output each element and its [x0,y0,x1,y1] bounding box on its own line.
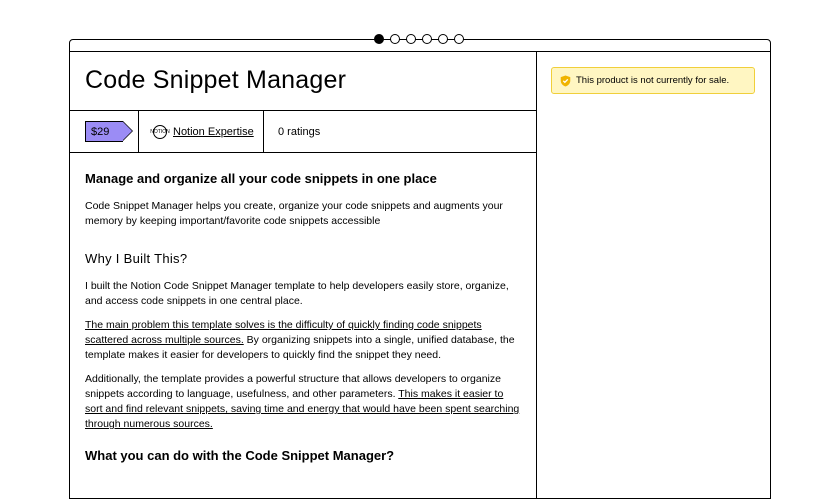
carousel-dot[interactable] [374,34,384,44]
not-for-sale-notice [551,67,755,94]
what-heading: What you can do with the Code Snippet Manager? [85,448,395,463]
why-paragraph-2 [85,318,521,363]
price-tag [85,121,123,142]
title-block [70,52,536,111]
carousel-dot[interactable] [422,34,432,44]
price-value: $29 [91,125,110,138]
seller-cell [139,111,264,152]
why-paragraph-3-start: Additionally, the template provides a powerful structure that allows developers to organize snippets according to language, usefulness, and other parameters. [85,373,501,400]
carousel-dots [374,34,464,44]
carousel-dot[interactable] [454,34,464,44]
carousel-dot[interactable] [390,34,400,44]
shield-check-icon [560,75,571,87]
notice-text: This product is not currently for sale. [576,75,730,86]
price-cell [70,111,139,152]
description-intro: Code Snippet Manager helps you create, organize your code snippets and augments your memory by keeping important/favorite code snippets accessible [85,200,503,227]
avatar-text: NOTION [150,128,170,135]
why-paragraph-1: I built the Notion Code Snippet Manager template to help developers easily store, organize, and access code snippets in one central place. [85,280,509,307]
why-heading: Why I Built This? [85,251,188,266]
seller-link[interactable]: Notion Expertise [173,125,254,138]
product-meta-row [70,111,536,153]
product-main-column [70,52,537,498]
carousel-dot[interactable] [438,34,448,44]
why-paragraph-2-link[interactable]: The main problem this template solves is the difficulty of quickly finding code snippets scattered across multiple sources. [85,319,482,346]
carousel-dot[interactable] [406,34,416,44]
why-paragraph-3-link[interactable]: This makes it easier to sort and find relevant snippets, saving time and energy that would have been spent searching through numerous sources. [85,388,520,430]
product-side-column [537,52,770,498]
product-card [69,39,771,499]
product-title: Code Snippet Manager [85,66,347,94]
ratings-count: 0 ratings [278,125,321,138]
product-description [70,153,536,463]
why-paragraph-2-rest: By organizing snippets into a single, unified database, the template makes it easier for developers to quickly find the snippet they need. [85,334,515,361]
description-heading: Manage and organize all your code snippets in one place [85,171,437,186]
avatar[interactable] [150,125,170,139]
why-paragraph-3 [85,372,521,432]
